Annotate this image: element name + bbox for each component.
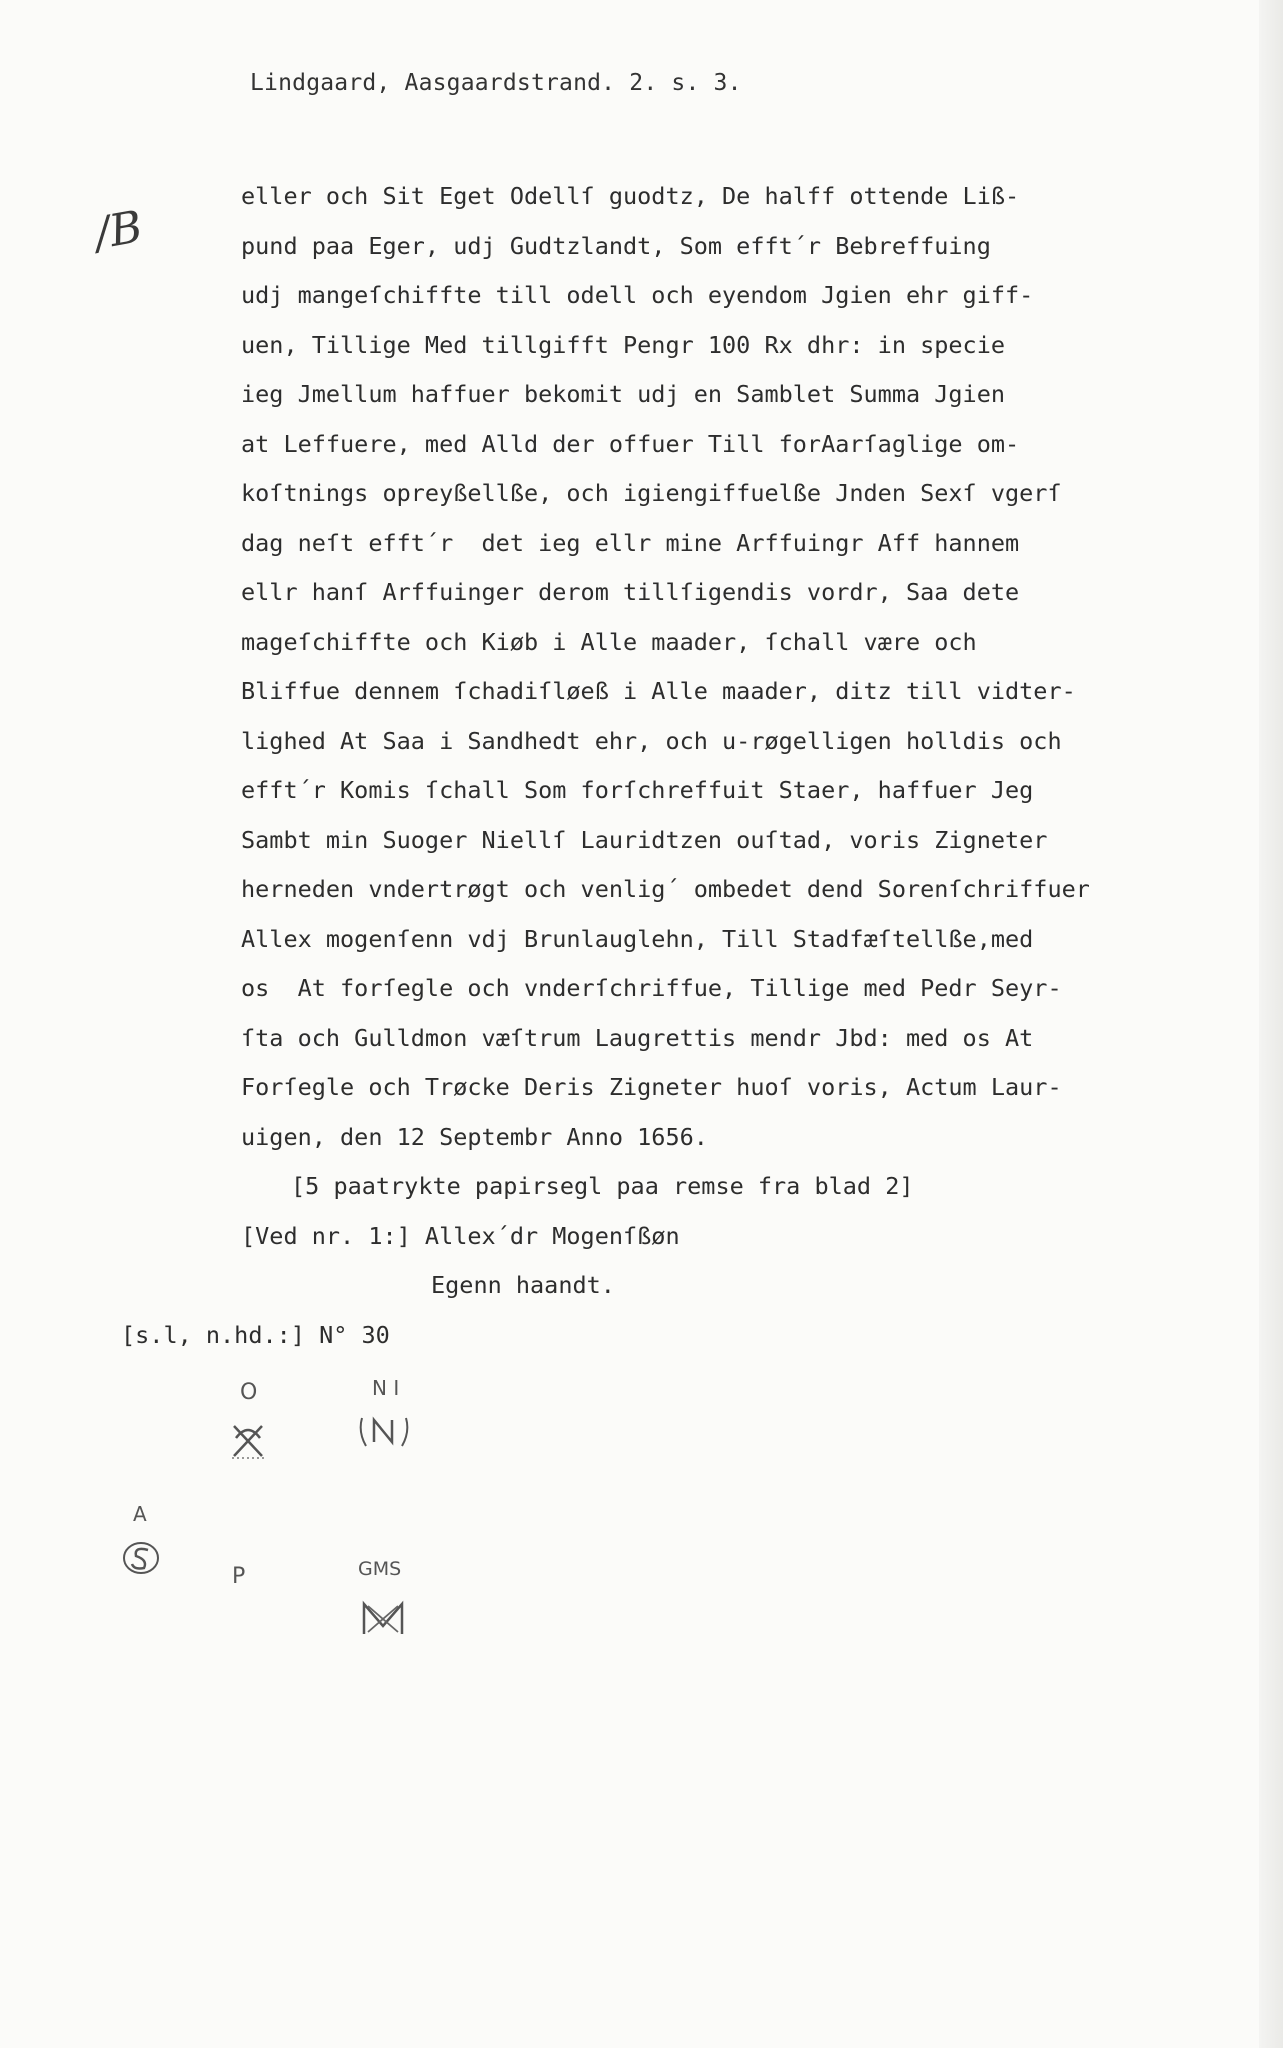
text-line: Forſegle och Trøcke Deris Zigneter huoſ voris, Actum Laur- [241, 1073, 1062, 1101]
text-line: uigen, den 12 Septembr Anno 1656. [241, 1122, 708, 1151]
seal-o-label: O [240, 1380, 258, 1405]
seal-n-glyph-icon [356, 1412, 412, 1452]
ved-line: [Ved nr. 1:] Allex´dr Mogenſßøn [241, 1221, 680, 1250]
seal-p-label: P [232, 1564, 246, 1589]
text-line: efft´r Komis ſchall Som forſchreffuit Staer, haffuer Jeg [241, 776, 1034, 804]
seal-a-label: A [133, 1502, 147, 1526]
seal-s-glyph-icon [120, 1538, 162, 1578]
text-line: eller och Sit Eget Odellſ guodtz, De halff ottende Liß- [241, 182, 1020, 210]
seal-o-mark [228, 1418, 268, 1462]
text-line: lighed At Saa i Sandhedt ehr, och u-røgelligen holldis och [241, 726, 1062, 755]
seal-ni-label: N I [372, 1376, 400, 1400]
page-header: Lindgaard, Aasgaardstrand. 2. s. 3. [250, 70, 742, 96]
egenn-line: Egenn haandt. [431, 1271, 615, 1299]
seal-o-glyph-icon [228, 1418, 268, 1462]
seal-note: [5 paatrykte papirsegl paa remse fra blad 2] [291, 1172, 914, 1200]
seal-gms-mark [358, 1596, 408, 1640]
seal-gms-glyph-icon [358, 1596, 408, 1640]
text-line: ieg Jmellum haffuer bekomit udj en Samblet Summa Jgien [241, 380, 1006, 408]
text-line: herneden vndertrøgt och venlig´ ombedet dend Sorenſchriffuer [241, 875, 1090, 903]
text-line: mageſchiffte och Kiøb i Alle maader, ſchall være och [241, 627, 977, 656]
text-line: ellr hanſ Arffuinger derom tillſigendis vordr, Saa dete [241, 578, 1020, 606]
text-line: os At forſegle och vnderſchriffue, Tillige med Pedr Seyr- [241, 974, 1062, 1002]
text-line: Allex mogenſenn vdj Brunlauglehn, Till Stadfæſtellße,med [241, 924, 1034, 953]
text-line: at Leffuere, med Alld der offuer Till forAarſaglige om- [241, 429, 1020, 458]
text-line: uen, Tillige Med tillgifft Pengr 100 Rx dhr: in specie [241, 330, 1006, 359]
text-line: Bliffue dennem ſchadiſløeß i Alle maader, ditz till vidter- [241, 677, 1076, 705]
text-line: ſta och Gulldmon væſtrum Laugrettis mendr Jbd: med os At [241, 1023, 1034, 1052]
seal-gms-label: GMS [358, 1558, 402, 1580]
text-line: udj mangeſchiffte till odell och eyendom Jgien ehr giff- [241, 281, 1034, 309]
transcription-body [121, 172, 1141, 1360]
text-line: Sambt min Suoger Niellſ Lauridtzen ouſtad, voris Zigneter [241, 825, 1048, 854]
text-line: pund paa Eger, udj Gudtzlandt, Som efft´r Bebreffuing [241, 231, 991, 260]
sl-line: [s.l, n.hd.:] N° 30 [121, 1320, 390, 1349]
margin-note: /B [90, 201, 147, 260]
seal-n-mark [356, 1412, 412, 1452]
seal-a-mark [120, 1538, 162, 1578]
text-line: koſtnings opreyßellße, och igiengiffuelße Jnden Sexſ vgerſ [241, 479, 1062, 507]
text-line: dag neſt efft´r det ieg ellr mine Arffuingr Aff hannem [241, 528, 1020, 557]
